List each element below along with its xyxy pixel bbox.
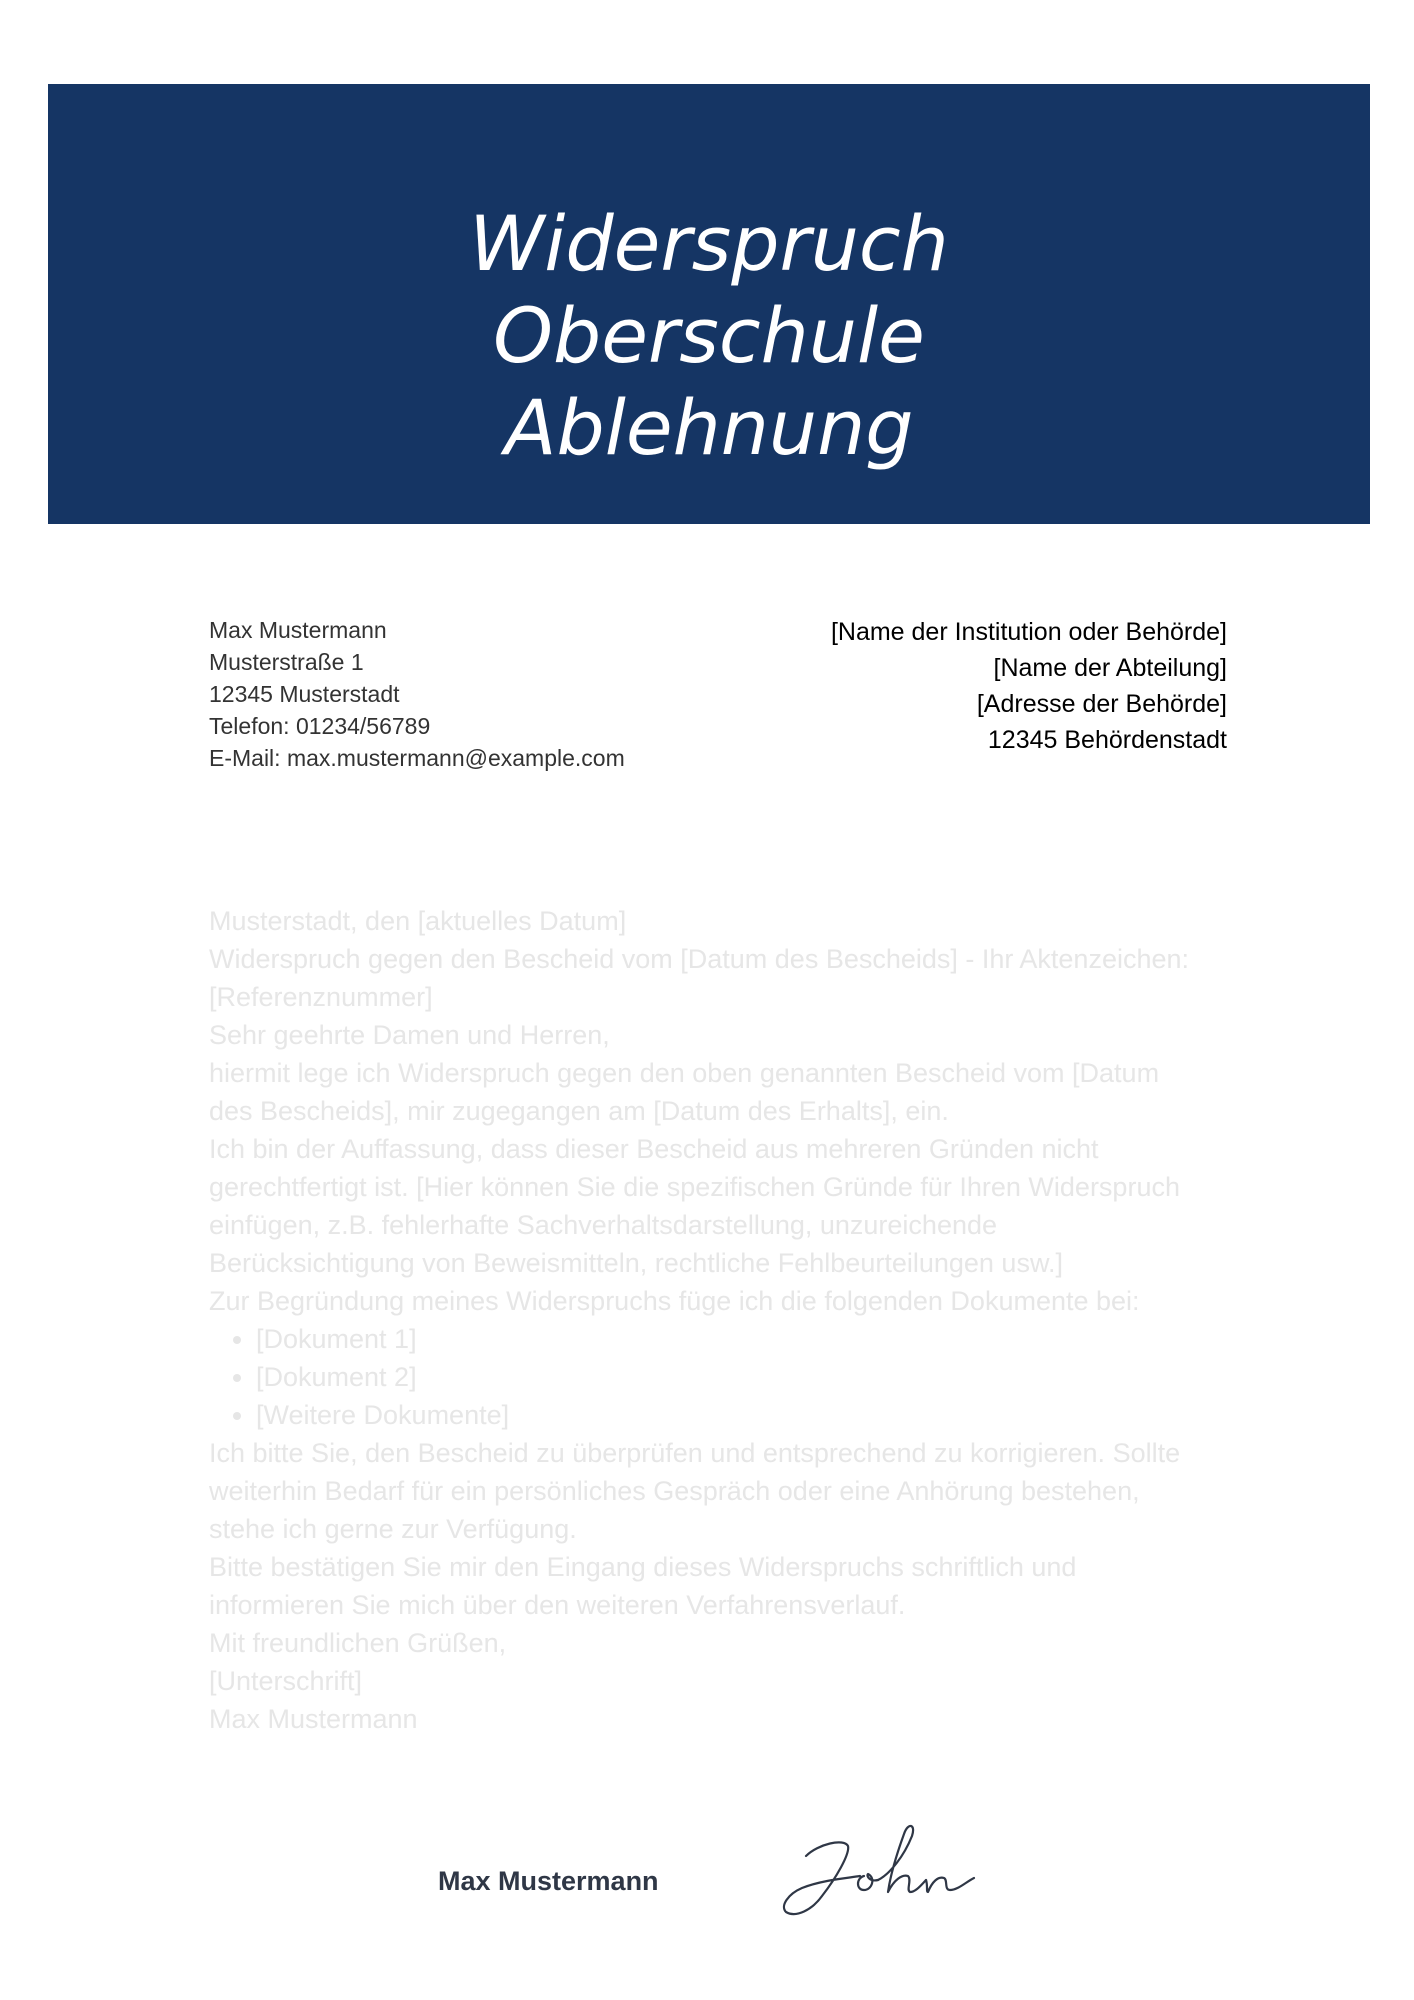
- list-item: • [Dokument 2]: [256, 1358, 1209, 1396]
- recipient-city: 12345 Behördenstadt: [987, 726, 1227, 754]
- recipient-address-block: [831, 614, 1227, 758]
- salutation: Sehr geehrte Damen und Herren,: [209, 1020, 610, 1050]
- sender-name: Max Mustermann: [209, 617, 387, 643]
- paragraph-request: Ich bitte Sie, den Bescheid zu überprüfen und entsprechend zu korrigieren. Sollte weiterhin Bedarf für ein persönliches Gespräch oder eine Anhörung bestehen, stehe ich gerne zur Verfügung.: [209, 1438, 1181, 1544]
- sender-address-block: [209, 614, 625, 774]
- title-line-3: Ablehnung: [504, 383, 914, 472]
- signature-placeholder: [Unterschrift]: [209, 1666, 363, 1696]
- documents-list: [209, 1320, 1209, 1434]
- closing: Mit freundlichen Grüßen,: [209, 1628, 507, 1658]
- recipient-department: [Name der Abteilung]: [993, 654, 1227, 682]
- signer-name: Max Mustermann: [209, 1704, 418, 1734]
- handwritten-signature: [778, 1816, 978, 1926]
- paragraph-intro: hiermit lege ich Widerspruch gegen den oben genannten Bescheid vom [Datum des Bescheids], mir zugegangen am [Datum des Erhalts], ein.: [209, 1058, 1160, 1126]
- recipient-address: [Adresse der Behörde]: [976, 690, 1227, 718]
- title-line-1: Widerspruch: [469, 199, 949, 288]
- date-line: Musterstadt, den [aktuelles Datum]: [209, 906, 627, 936]
- sender-email: E-Mail: max.mustermann@example.com: [209, 745, 625, 771]
- title-line-2: Oberschule: [493, 291, 925, 380]
- recipient-institution: [Name der Institution oder Behörde]: [830, 618, 1227, 646]
- paragraph-confirmation: Bitte bestätigen Sie mir den Eingang dieses Widerspruchs schriftlich und informieren Sie mich über den weiteren Verfahrensverlauf.: [209, 1552, 1077, 1620]
- title-banner: [48, 84, 1370, 524]
- document-title: [48, 198, 1370, 474]
- letter-body: [209, 902, 1209, 1738]
- paragraph-reasons: Ich bin der Auffassung, dass dieser Bescheid aus mehreren Gründen nicht gerechtfertigt ist. [Hier können Sie die spezifischen Gründe für Ihren Widerspruch einfügen, z.B. fehlerhafte Sachverhaltsdarstellung, unzureichende Berücksichtigung von Beweismitteln, rechtliche Fehlbeurteilungen usw.]: [209, 1134, 1180, 1278]
- sender-street: Musterstraße 1: [209, 649, 364, 675]
- list-item: • [Weitere Dokumente]: [256, 1396, 1209, 1434]
- subject-line: Widerspruch gegen den Bescheid vom [Datum des Bescheids] - Ihr Aktenzeichen: [Referenznummer]: [209, 944, 1190, 1012]
- sender-city: 12345 Musterstadt: [209, 681, 400, 707]
- sender-phone: Telefon: 01234/56789: [209, 713, 431, 739]
- paragraph-documents: Zur Begründung meines Widerspruchs füge ich die folgenden Dokumente bei:: [209, 1286, 1140, 1316]
- signature-name: Max Mustermann: [438, 1866, 659, 1896]
- list-item: • [Dokument 1]: [256, 1320, 1209, 1358]
